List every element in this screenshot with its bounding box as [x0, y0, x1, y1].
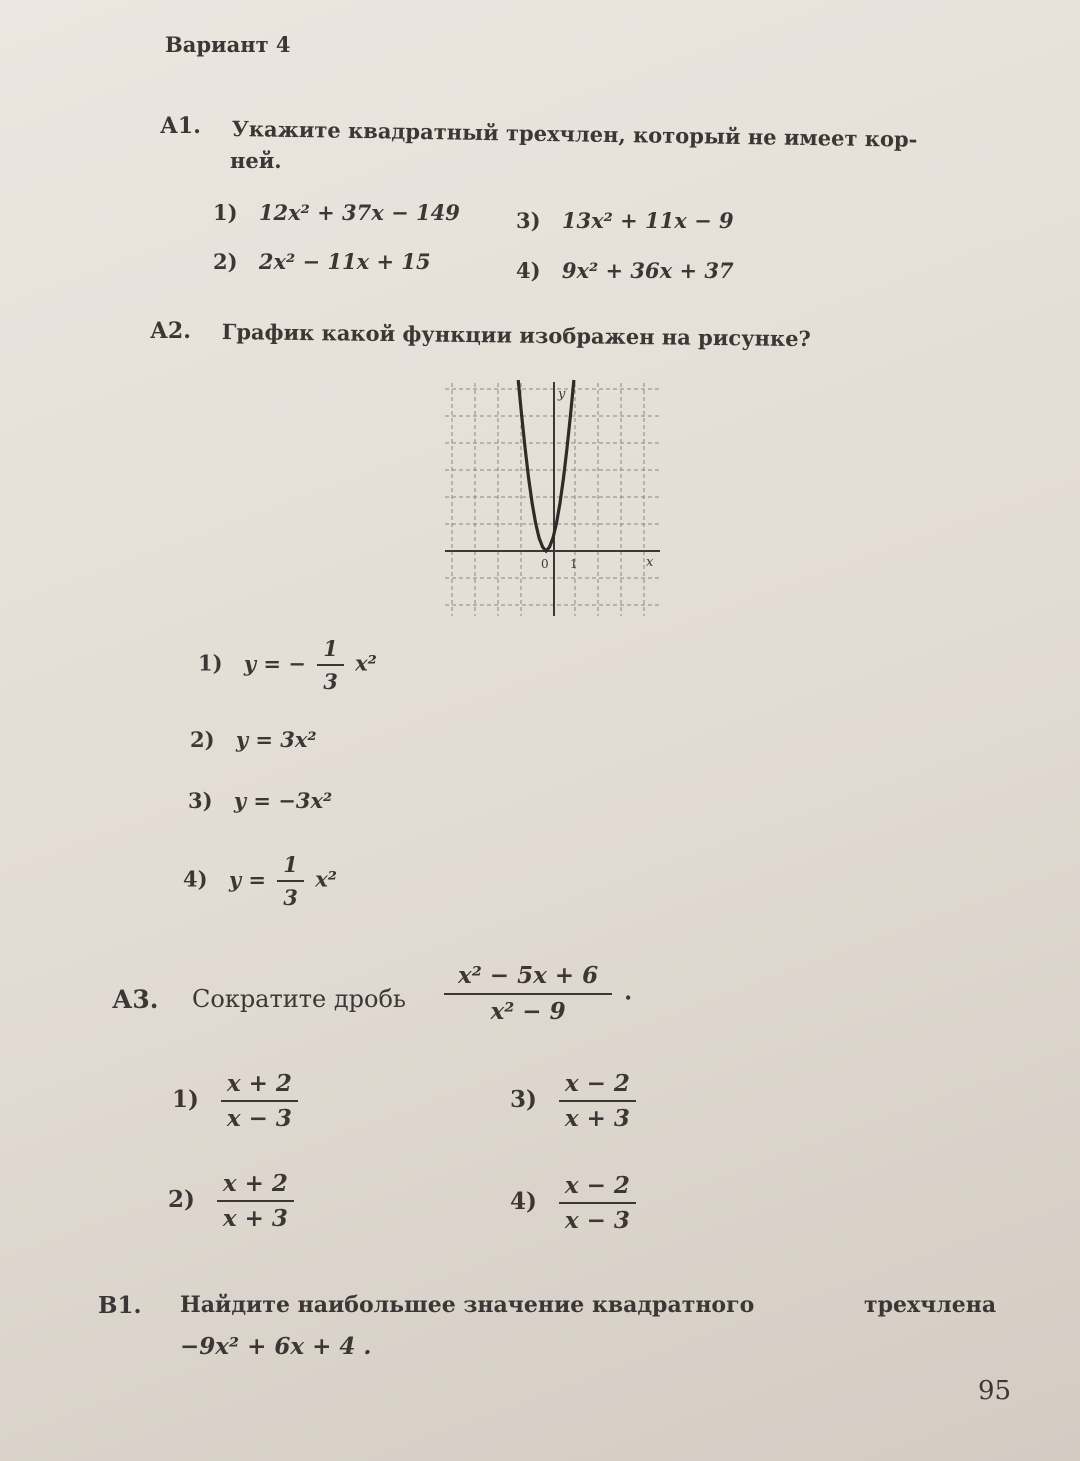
a3-option-2 [168, 1170, 298, 1232]
fraction-denominator: 3 [283, 885, 298, 910]
option-rhs: x² [355, 650, 377, 676]
option-lhs: y = − [243, 650, 306, 676]
option-expression: 13x² + 11x − 9 [561, 208, 734, 233]
a2-text: График какой функции изображен на рисунке? [221, 319, 811, 352]
fraction-numerator: 1 [317, 636, 344, 666]
a3-text: Сократите дробь [192, 985, 406, 1013]
a3-option-1 [172, 1070, 302, 1132]
option-fraction [277, 852, 304, 910]
option-fraction [317, 636, 344, 694]
option-number: 2) [168, 1186, 195, 1213]
option-number: 3) [188, 788, 213, 813]
option-number: 3) [516, 208, 541, 233]
parabola-graph [440, 378, 670, 618]
unit-label: 1 [570, 557, 578, 571]
a1-text-line2: ней. [230, 148, 282, 173]
a3-fraction [440, 962, 632, 1025]
parabola-curve [518, 380, 574, 551]
option-lhs: y = [228, 866, 266, 892]
fraction-numerator: x² − 5x + 6 [444, 962, 612, 995]
fraction-numerator: x − 2 [559, 1172, 636, 1204]
a2-option-3 [188, 788, 332, 813]
fraction-denominator: 3 [323, 669, 338, 694]
b1-expression: −9x² + 6x + 4 . [180, 1333, 372, 1360]
a2-number: А2. [150, 318, 191, 344]
option-fraction [221, 1070, 298, 1132]
option-expression: 2x² − 11x + 15 [258, 249, 431, 274]
option-number: 2) [190, 727, 215, 752]
option-number: 4) [183, 866, 208, 892]
a2-option-1 [198, 636, 377, 694]
fraction-denominator: x² − 9 [490, 998, 566, 1025]
variant-heading: Вариант 4 [165, 32, 291, 57]
x-axis-label: x [646, 555, 654, 570]
y-axis-label: y [558, 387, 566, 402]
page-number: 95 [978, 1376, 1012, 1406]
option-fraction [559, 1070, 636, 1132]
fraction-denominator: x + 3 [222, 1205, 288, 1232]
b1-text-tail: трехчлена [864, 1292, 997, 1318]
b1-text: Найдите наибольшее значение квадратного [180, 1292, 755, 1318]
option-number: 4) [516, 258, 541, 283]
option-number: 1) [198, 650, 223, 676]
a1-option-2 [213, 249, 431, 274]
option-number: 4) [510, 1188, 537, 1215]
b1-number: В1. [98, 1292, 142, 1319]
option-expression: y = −3x² [233, 788, 333, 813]
fraction-period: . [624, 978, 633, 1006]
option-fraction [217, 1170, 294, 1232]
a2-option-4 [183, 852, 337, 910]
option-number: 1) [172, 1086, 199, 1113]
fraction-denominator: x + 3 [564, 1105, 630, 1132]
a1-number: А1. [160, 113, 201, 139]
fraction-numerator: 1 [277, 852, 304, 882]
option-rhs: x² [315, 866, 337, 892]
a3-option-3 [510, 1070, 640, 1132]
option-number: 2) [213, 249, 238, 274]
a3-number: А3. [112, 985, 159, 1014]
option-expression: 9x² + 36x + 37 [561, 258, 734, 283]
a3-option-4 [510, 1172, 640, 1234]
origin-label: 0 [541, 557, 549, 571]
option-number: 1) [213, 200, 238, 225]
option-expression: 12x² + 37x − 149 [258, 200, 460, 225]
fraction-numerator: x − 2 [559, 1070, 636, 1102]
a1-option-4 [516, 258, 734, 283]
fraction-denominator: x − 3 [226, 1105, 292, 1132]
a1-option-3 [516, 208, 734, 233]
fraction-numerator: x + 2 [217, 1170, 294, 1202]
option-fraction [559, 1172, 636, 1234]
a2-option-2 [190, 727, 317, 752]
fraction-denominator: x − 3 [564, 1207, 630, 1234]
fraction-numerator: x + 2 [221, 1070, 298, 1102]
question-fraction [444, 962, 612, 1025]
a1-text-line1: Укажите квадратный трехчлен, который не имеет кор- [231, 116, 918, 152]
a1-option-1 [213, 200, 460, 225]
option-expression: y = 3x² [235, 727, 317, 752]
option-number: 3) [510, 1086, 537, 1113]
